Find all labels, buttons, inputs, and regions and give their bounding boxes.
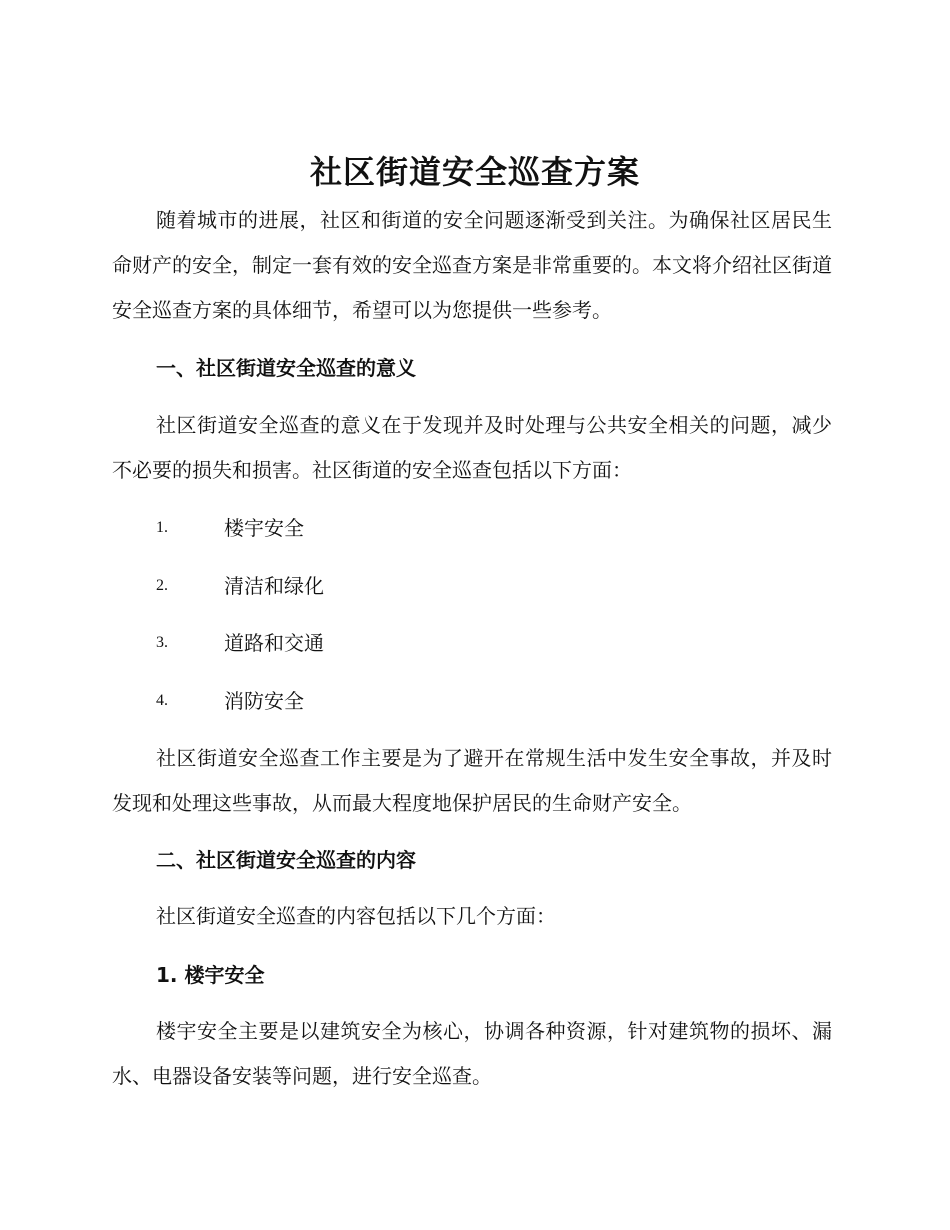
- document-title: 社区街道安全巡查方案: [309, 153, 640, 191]
- section1-heading: 一、社区街道安全巡查的意义: [156, 356, 416, 380]
- section1-closing-paragraph: 社区街道安全巡查工作主要是为了避开在常规生活中发生安全事故，并及时发现和处理这些事故，从而最大程度地保护居民的生命财产安全。: [112, 746, 832, 815]
- list-item-number: 2.: [156, 577, 168, 594]
- subsection-heading: 1. 楼宇安全: [156, 963, 265, 987]
- list-item-text: 道路和交通: [224, 631, 324, 655]
- section2-paragraph: 社区街道安全巡查的内容包括以下几个方面：: [156, 904, 556, 928]
- section1-paragraph: 社区街道安全巡查的意义在于发现并及时处理与公共安全相关的问题，减少不必要的损失和损害。社区街道的安全巡查包括以下方面：: [112, 413, 832, 482]
- list-item-text: 消防安全: [224, 689, 304, 713]
- list-item-text: 楼宇安全: [224, 516, 304, 540]
- list-item-number: 3.: [156, 634, 168, 651]
- list-item-number: 4.: [156, 692, 168, 709]
- section2-heading: 二、社区街道安全巡查的内容: [156, 848, 416, 872]
- list-item-text: 清洁和绿化: [224, 574, 324, 598]
- subsection-paragraph: 楼宇安全主要是以建筑安全为核心，协调各种资源，针对建筑物的损坏、漏水、电器设备安装等问题，进行安全巡查。: [112, 1019, 832, 1088]
- list-item-number: 1.: [156, 519, 168, 536]
- intro-paragraph: 随着城市的进展，社区和街道的安全问题逐渐受到关注。为确保社区居民生命财产的安全，制定一套有效的安全巡查方案是非常重要的。本文将介绍社区街道安全巡查方案的具体细节，希望可以为您提供一些参考。: [112, 208, 832, 322]
